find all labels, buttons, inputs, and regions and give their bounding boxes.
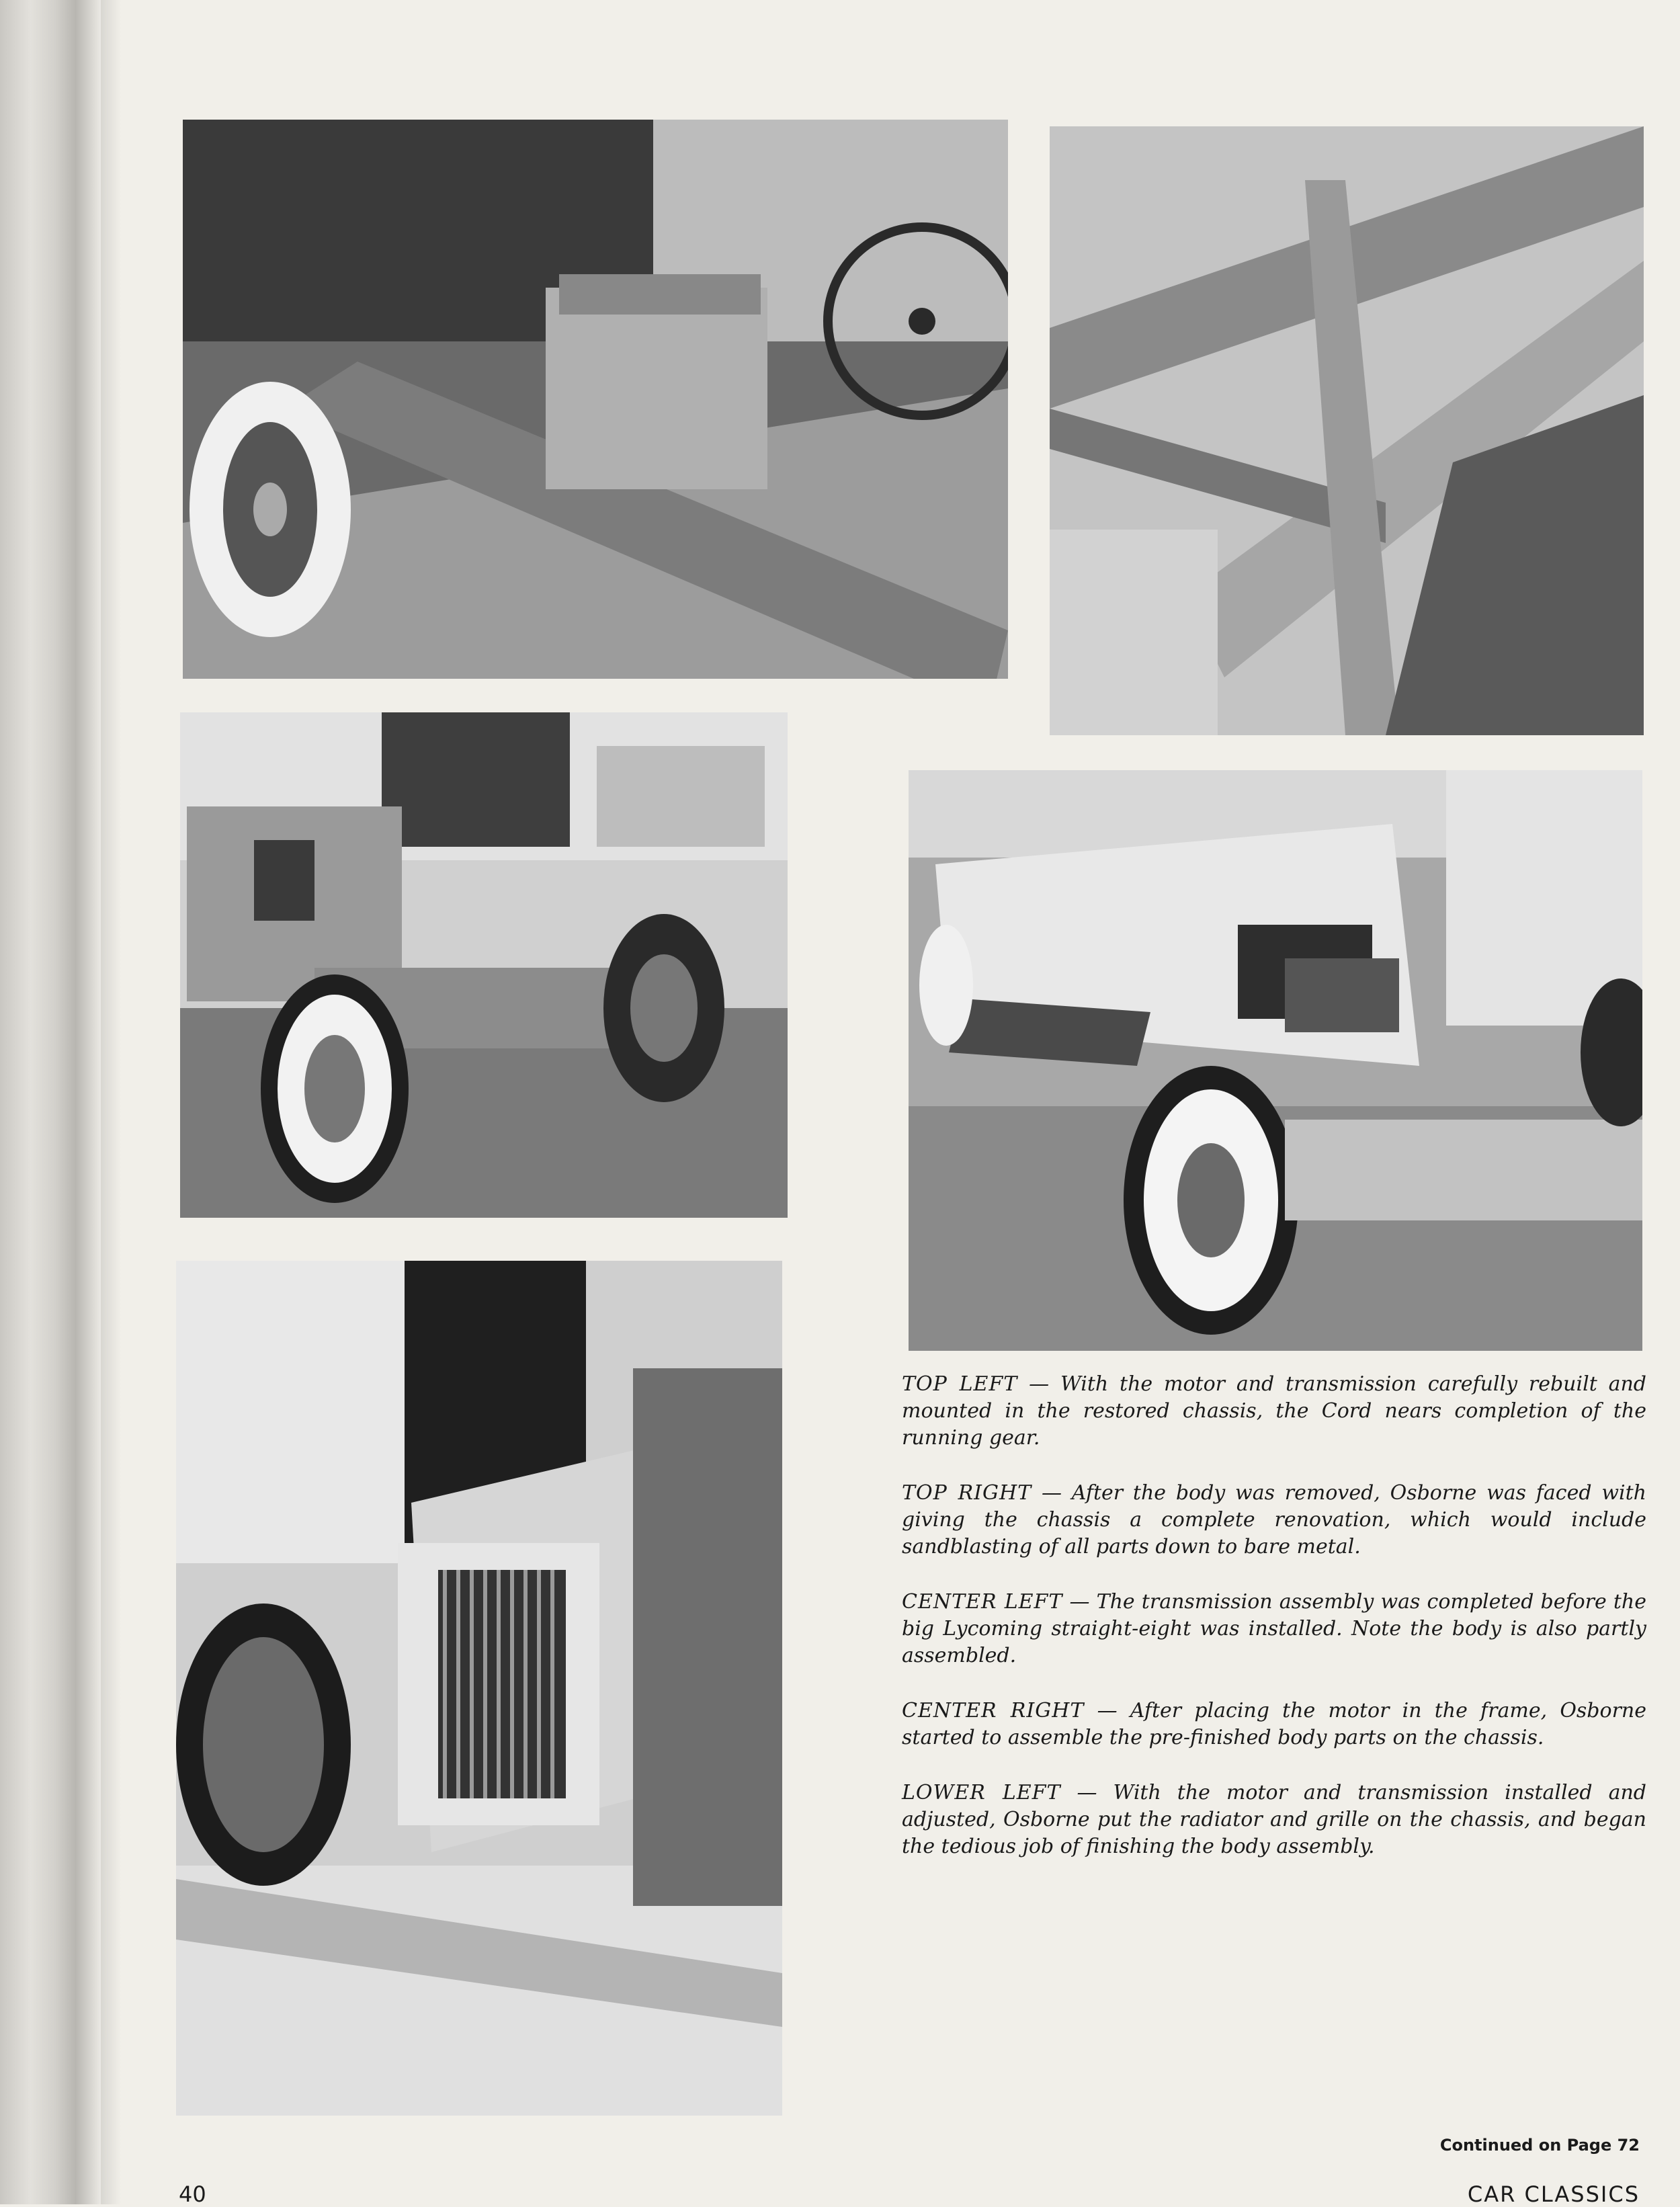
- caption-text: — After placing the motor in the frame, Osborne started to assemble the pre-finished body parts on the chassis.: [902, 1699, 1646, 1749]
- caption-lead: TOP RIGHT: [902, 1481, 1032, 1505]
- photo-top-right: [1050, 126, 1644, 735]
- caption-lead: CENTER LEFT: [902, 1590, 1063, 1614]
- caption-text: — After the body was removed, Osborne was faced with giving the chassis a complete renovation, which would include sandblasting of all parts down to bare metal.: [902, 1481, 1646, 1558]
- binding-shadow: [101, 0, 121, 2204]
- continued-on-note: Continued on Page 72: [1439, 2136, 1640, 2155]
- caption-lower-left: [902, 1780, 1646, 1860]
- caption-lead: LOWER LEFT: [902, 1781, 1061, 1804]
- caption-top-left: [902, 1371, 1646, 1452]
- caption-text: — With the motor and transmission installed and adjusted, Osborne put the radiator and grille on the chassis, and began the tedious job of finishing the body assembly.: [902, 1781, 1646, 1858]
- photo-lower-left: [176, 1261, 782, 2116]
- photo-center-right: [909, 770, 1642, 1351]
- caption-center-left: [902, 1589, 1646, 1669]
- photo-center-left: [180, 712, 788, 1218]
- caption-text: — With the motor and transmission carefully rebuilt and mounted in the restored chassis, the Cord nears completion of the running gear.: [902, 1372, 1646, 1450]
- photo-captions: [902, 1371, 1646, 1888]
- magazine-name: CAR CLASSICS: [1467, 2181, 1640, 2207]
- caption-center-right: [902, 1698, 1646, 1751]
- page-binding-edge: [0, 0, 101, 2204]
- page-number: 40: [179, 2181, 206, 2207]
- caption-text: — The transmission assembly was completed before the big Lycoming straight-eight was installed. Note the body is also partly assembled.: [902, 1590, 1646, 1667]
- photo-top-left: [183, 120, 1008, 679]
- caption-lead: CENTER RIGHT: [902, 1699, 1085, 1722]
- caption-top-right: [902, 1480, 1646, 1560]
- caption-lead: TOP LEFT: [902, 1372, 1018, 1396]
